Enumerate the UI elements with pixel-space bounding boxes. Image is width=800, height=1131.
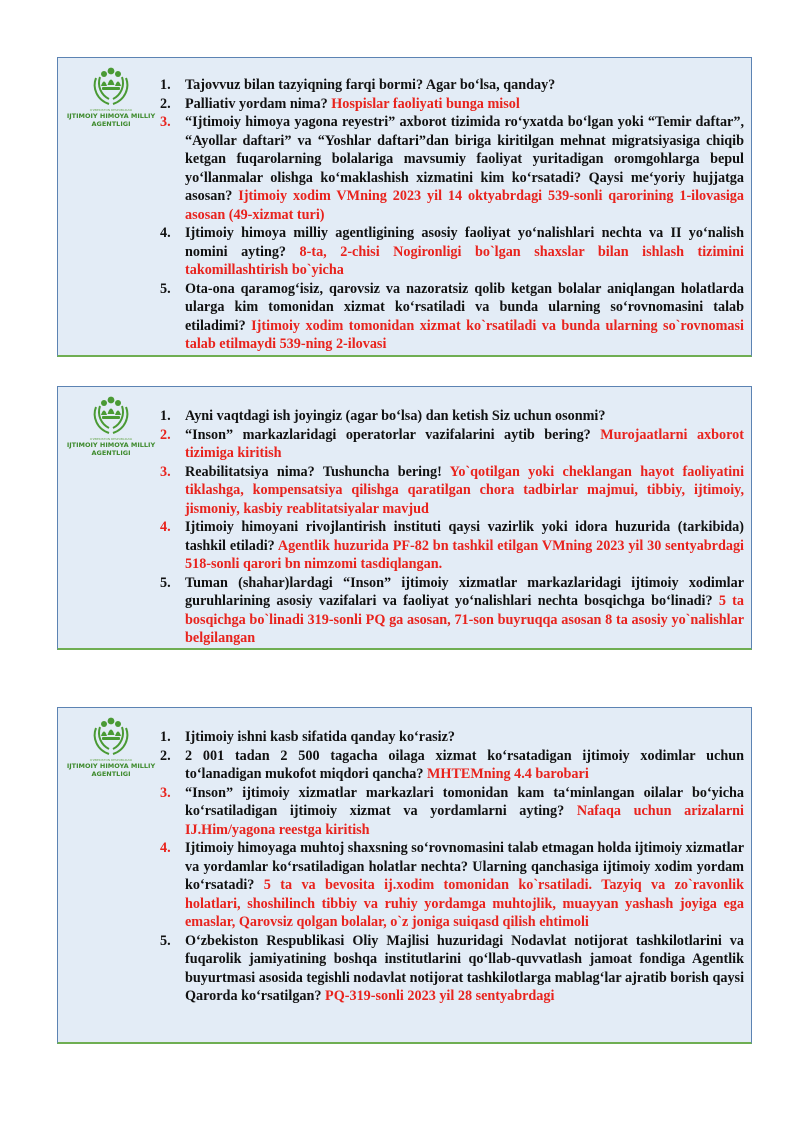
- question-number: 2.: [160, 747, 171, 764]
- answer-text: Ijtimoiy xodim tomonidan xizmat ko`rsatiladi va bunda ularning so`rovnomasi talab etilmaydi 539-ning 2-ilovasi: [185, 317, 744, 352]
- question-text: Tuman (shahar)lardagi “Inson” ijtimoiy xizmatlar markazlaridagi ijtimoiy xodimlar guruhlarining asosiy vazifalari va faoliyat yo‘nalishlari nechta bosqichga bo‘linadi?: [185, 574, 744, 609]
- question-item: [160, 224, 744, 280]
- answer-text: Nafaqa uchun arizalarni IJ.Him/yagona reestga kiritish: [185, 803, 744, 838]
- question-item: [160, 839, 744, 932]
- agency-logo: [66, 714, 156, 778]
- question-text: “Inson” ijtimoiy xizmatlar markazlari tomonidan kam ta‘minlangan oilalar bo‘yicha ko‘rsatiladigan ijtimoiy xizmat va yordamlarni ayting?: [185, 784, 744, 819]
- agency-logo: [66, 64, 156, 128]
- question-item: [160, 932, 745, 1006]
- question-text: Ayni vaqtdagi ish joyingiz (agar bo‘lsa) dan ketish Siz uchun osonmi?: [185, 408, 606, 424]
- logo-agency-name-line1: IJTIMOIY HIMOYA MILLIY: [66, 112, 156, 120]
- logo-agency-name-line2: AGENTLIGI: [91, 120, 131, 128]
- question-item: [160, 280, 744, 354]
- question-item: [160, 784, 744, 840]
- question-text: Ijtimoiy himoya milliy agentligining asosiy faoliyat yo‘nalishlari nechta va II yo‘nalish nomini ayting?: [185, 225, 744, 260]
- question-text: Ota-ona qaramog‘isiz, qarovsiz va nazoratsiz qolib ketgan bolalar aniqlangan holatlarda ularga kim tomonidan xizmat ko‘rsatiladi va bunda ularning so‘rovnomasini talab etiladimi?: [185, 280, 744, 334]
- question-card: [57, 707, 752, 1044]
- logo-small-text: O'ZBEKISTON RESPUBLIKASI: [89, 437, 133, 441]
- agency-emblem-icon: [89, 64, 133, 108]
- question-item: [160, 728, 744, 747]
- question-item: [160, 518, 744, 574]
- logo-small-text: O'ZBEKISTON RESPUBLIKASI: [89, 758, 133, 762]
- question-number: 4.: [160, 519, 171, 535]
- answer-text: Agentlik huzurida PF-82 bn tashkil etilgan VMning 2023 yil 30 sentyabrdagi 518-sonli qarori bn nimzomi tasdiqlangan.: [185, 537, 744, 572]
- question-item: [160, 574, 744, 648]
- question-text: Tajovvuz bilan tazyiqning farqi bormi? Agar bo‘lsa, qanday?: [185, 77, 556, 93]
- question-item: [160, 463, 745, 519]
- question-number: 1.: [160, 77, 171, 93]
- logo-agency-name-line2: AGENTLIGI: [91, 770, 131, 778]
- question-item: [160, 426, 744, 463]
- question-number: 3.: [160, 784, 171, 801]
- question-text: Palliativ yordam nima?: [185, 95, 332, 112]
- question-text: “Inson” markazlaridagi operatorlar vazifalarini aytib bering?: [185, 426, 601, 443]
- agency-logo: [66, 393, 156, 457]
- question-number: 5.: [160, 932, 171, 949]
- question-text: Ijtimoiy ishni kasb sifatida qanday ko‘rasiz?: [185, 729, 456, 745]
- question-item: [160, 407, 744, 426]
- question-number: 5.: [160, 574, 171, 591]
- question-number: 5.: [160, 280, 171, 297]
- question-text: Reabilitatsiya nima? Tushuncha bering!: [185, 463, 450, 480]
- logo-agency-name-line1: IJTIMOIY HIMOYA MILLIY: [66, 762, 156, 770]
- question-number: 2.: [160, 426, 171, 443]
- question-text: 2 001 tadan 2 500 tagacha oilaga xizmat ko‘rsatadigan ijtimoiy xodimlar uchun to‘lanadigan mukofot miqdori qancha?: [185, 747, 744, 782]
- question-item: [160, 747, 744, 784]
- question-item: [160, 76, 744, 95]
- question-card: [57, 57, 752, 357]
- question-number: 1.: [160, 729, 171, 745]
- question-text: O‘zbekiston Respublikasi Oliy Majlisi huzuridagi Nodavlat notijorat tashkilotlarini va fuqarolik jamiyatining boshqa institutlarini qo‘llab-quvvatlash jamoat fondiga Agentlik buyurtmasi asosida tegishli nodavlat notijorat tashkilotlarga mablag‘lar ajratib borish qaysi Qarorda ko‘rsatilgan?: [185, 932, 745, 1004]
- question-list: [160, 728, 745, 1006]
- answer-text: 5 ta bosqichga bo`linadi 319-sonli PQ ga asosan, 71-son buyruqqa asosan 8 ta asosiy yo`nalishlar belgilangan: [185, 593, 744, 646]
- answer-text: 8-ta, 2-chisi Nogironligi bo`lgan shaxslar bilan ishlash tizimini takomillashtirish bo`yicha: [185, 243, 744, 278]
- question-text: “Ijtimoiy himoya yagona reyestri” axborot tizimida ro‘yxatda bo‘lgan yoki “Temir daftar”, “Ayollar daftari” va “Yoshlar daftari”dan biriga kiritilgan mehnat migratsiyasiga chiqib ketgan fuqarolarning bolalariga mavsumiy faoliyat yuritadigan oromgohlarga bepul yo‘llanmalar olishga ko‘maklashish xizmatini kim ko‘rsatadi? Qaysi me‘yoriy hujjatga asosan?: [185, 114, 744, 204]
- answer-text: Ijtimoiy xodim VMning 2023 yil 14 oktyabrdagi 539-sonli qarorining 1-ilovasiga asosan (49-xizmat turi): [185, 188, 744, 223]
- logo-agency-name-line2: AGENTLIGI: [91, 449, 131, 457]
- answer-text: Murojaatlarni axborot tizimiga kiritish: [185, 426, 744, 461]
- question-card: [57, 386, 752, 650]
- agency-emblem-icon: [89, 714, 133, 758]
- answer-text: 5 ta va bevosita ij.xodim tomonidan ko`rsatiladi. Tazyiq va zo`ravonlik holatlari, shoshilinch tibbiy va ruhiy yordamga muhtojlik, muayyan yashash joyiga ega emaslar, Qarovsiz qolgan bolalar, o`z joniga suiqasd qilish ehtimoli: [185, 877, 744, 930]
- question-text: Ijtimoiy himoyani rivojlantirish instituti qaysi vazirlik yoki idora huzurida (tarkibida) tashkil etiladi?: [185, 519, 744, 554]
- question-number: 1.: [160, 408, 171, 424]
- question-item: [160, 113, 744, 224]
- question-number: 4.: [160, 840, 171, 856]
- question-list: [160, 76, 744, 354]
- logo-small-text: O'ZBEKISTON RESPUBLIKASI: [89, 108, 133, 112]
- question-item: [160, 95, 744, 114]
- question-number: 4.: [160, 225, 171, 241]
- answer-text: MHTEMning 4.4 barobari: [427, 766, 589, 782]
- answer-text: PQ-319-sonli 2023 yil 28 sentyabrdagi: [325, 988, 555, 1004]
- question-list: [160, 407, 745, 648]
- question-number: 3.: [160, 463, 171, 480]
- question-number: 3.: [160, 114, 171, 130]
- agency-emblem-icon: [89, 393, 133, 437]
- answer-text: Yo`qotilgan yoki cheklangan hayot faoliyatini tiklashga, kompensatsiya qilishga qaratilgan chora tadbirlar majmui, tibbiy, ijtimoiy, jismoniy, kasbiy reablitatsiyalar mavjud: [185, 463, 745, 517]
- logo-agency-name-line1: IJTIMOIY HIMOYA MILLIY: [66, 441, 156, 449]
- question-text: Ijtimoiy himoyaga muhtoj shaxsning so‘rovnomasini talab etmagan holda ijtimoiy xizmatlar va yordamlar ko‘rsatiladigan holatlar nechta? Ularning qanchasiga ijtimoiy xodim yordam ko‘rsatadi?: [185, 840, 744, 893]
- question-number: 2.: [160, 95, 171, 112]
- answer-text: Hospislar faoliyati bunga misol: [331, 95, 520, 112]
